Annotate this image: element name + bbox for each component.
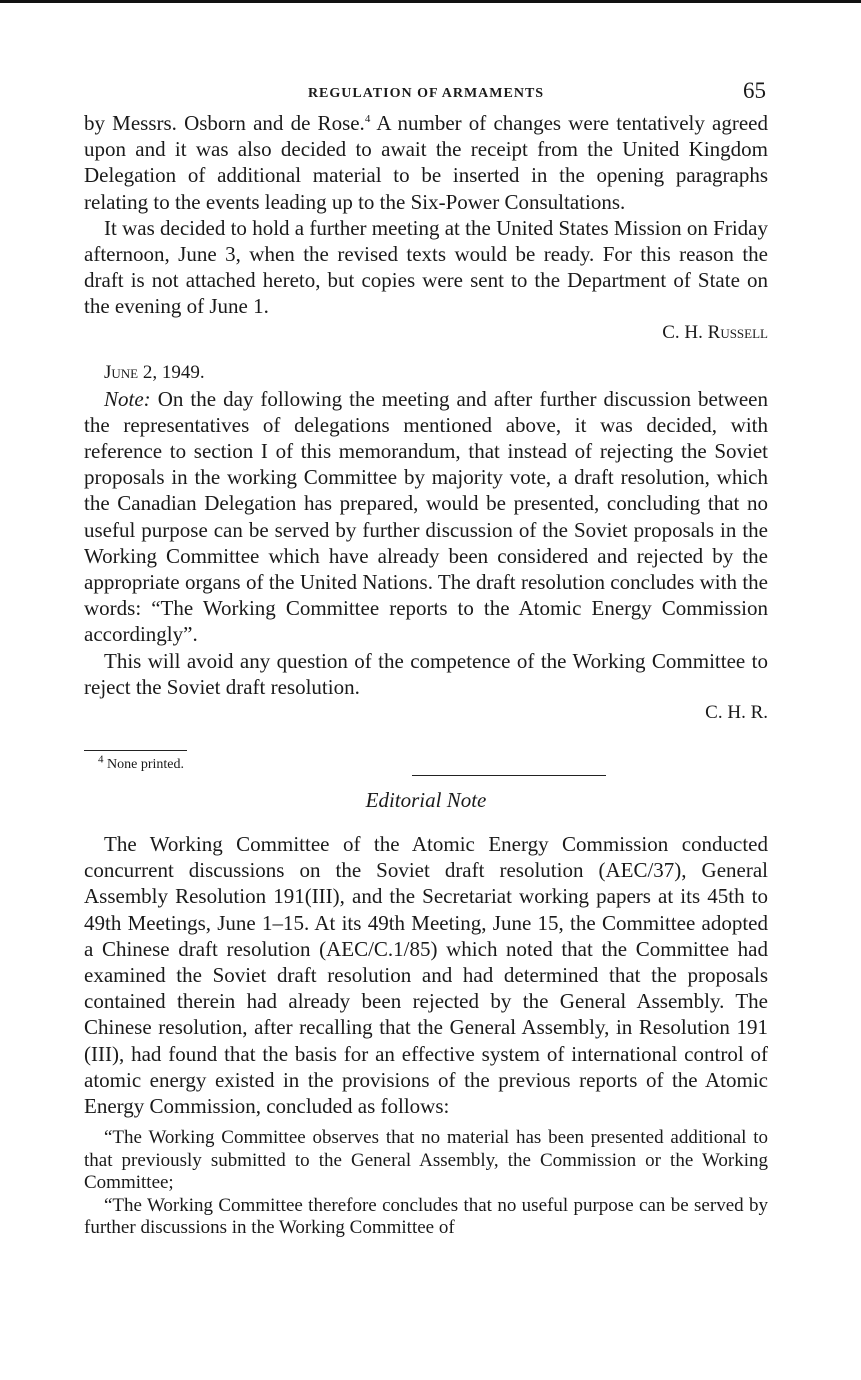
initials: C. H. R. xyxy=(705,702,768,724)
note-text: On the day following the meeting and after further discussion between the representatives of delegations mentioned above, it was decided, with reference to section I of this memorandum, that instead of rejecting the Soviet proposals in the working Committee by majority vote, a draft resolution, which the Canadian Delegation has prepared, would be presented, concluding that no useful purpose can be served by further discussion of the Soviet proposals in the Working Committee which have already been considered and rejected by the appropriate organs of the United Nations. The draft resolution concludes with the words: “The Working Committee reports to the Atomic Energy Commission accordingly”. xyxy=(84,386,768,647)
memo-paragraph-1-rest: A number of changes were tentatively agreed upon and it was also decided to await the receipt from the United Kingdom Delegation of additional material to be inserted in the opening paragraphs relating to the events leading up to the Six-Power Consultations. xyxy=(84,111,768,214)
memo-paragraph-2: It was decided to hold a further meeting at the United States Mission on Friday afternoon, June 3, when the revised texts would be ready. For this reason the draft is not attached hereto, but copies were sent to the Department of State on the evening of June 1. xyxy=(84,215,768,319)
memo-date: June 2, 1949. xyxy=(104,361,205,383)
editorial-note-title: Editorial Note xyxy=(365,788,487,813)
page-number: 65 xyxy=(743,78,766,103)
memo-paragraph-1 xyxy=(84,110,768,215)
signature: C. H. Russell xyxy=(662,321,768,343)
footnote-divider xyxy=(84,750,187,751)
editorial-paragraph: The Working Committee of the Atomic Energy Commission conducted concurrent discussions on the Soviet draft resolution (AEC/37), General Assembly Resolution 191(III), and the Secretariat working papers at its 45th to 49th Meetings, June 1–15. At its 49th Meeting, June 15, the Committee adopted a Chinese draft resolution (AEC/C.1/85) which noted that the Committee had examined the Soviet draft resolution and had determined that the proposals contained therein had already been rejected by the General Assembly. The Chinese resolution, after recalling that the General Assembly, in Resolution 191 (III), had found that the basis for an effective system of international control of atomic energy existed in the provisions of the previous reports of the Atomic Energy Commission, concluded as follows: xyxy=(84,832,768,1119)
memo-paragraph-1-start: by Messrs. Osborn and de Rose. xyxy=(84,111,365,135)
footnote xyxy=(98,753,768,773)
footnote-text: None printed. xyxy=(103,757,184,773)
memo-paragraph-4: This will avoid any question of the competence of the Working Committee to reject the Soviet draft resolution. xyxy=(84,648,768,699)
footnote-reference: 4 xyxy=(364,113,371,125)
section-divider xyxy=(412,775,606,776)
quoted-resolution-1: “The Working Committee observes that no material has been presented additional to that previously submitted to the General Assembly, the Commission or the Working Committee; xyxy=(84,1127,768,1194)
running-head: REGULATION OF ARMAMENTS xyxy=(307,86,545,101)
document-page xyxy=(84,76,768,1240)
memo-note xyxy=(84,386,768,648)
page-header xyxy=(84,76,768,110)
top-edge-rule xyxy=(0,0,861,3)
footnote-mark: 4 xyxy=(98,753,104,766)
note-label: Note: xyxy=(104,386,151,411)
quoted-resolution-2: “The Working Committee therefore concludes that no useful purpose can be served by further discussions in the Working Committee of xyxy=(84,1194,768,1239)
